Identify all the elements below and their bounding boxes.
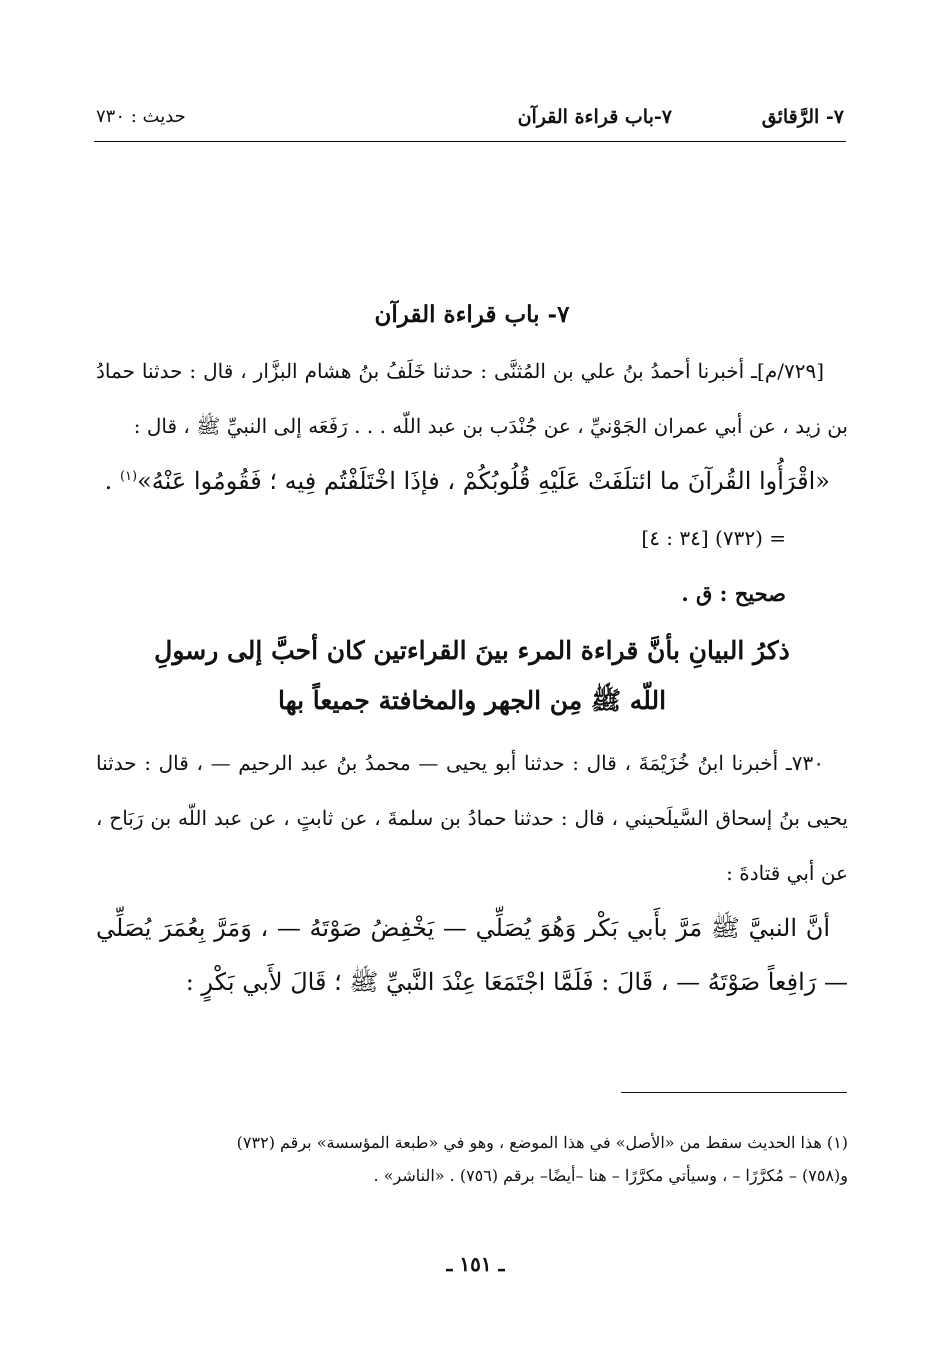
footnote-line-1: (١) هذا الحديث سقط من «الأصل» في هذا الموضع ، وهو في «طبعة المؤسسة» برقم (٧٣٢): [236, 1133, 848, 1152]
running-header: [96, 106, 844, 138]
header-book-title: ٧- الرَّقائق: [761, 106, 844, 128]
hadith-729-matn: [96, 454, 848, 508]
footnote-marker: (١): [119, 469, 138, 484]
hadith-730-matn: أنَّ النبيَّ ﷺ مَرَّ بأَبي بَكْر وَهُوَ يُصَلِّي — يَخْفِضُ صَوْتَهُ — ، وَمَرَّ بِعُمَرَ يُصَلِّي — رَافِعاً صَوْتَهُ — ، قَالَ : فَلَمَّا اجْتَمَعَا عِنْدَ النَّبيِّ ﷺ ؛ قَالَ لأَبي بَكْرٍ :: [96, 914, 848, 996]
header-hadith-ref: حديث : ٧٣٠: [96, 106, 186, 127]
hadith-730-isnad: ٧٣٠ـ أخبرنا ابنُ خُزَيْمَةَ ، قال : حدثنا أبو يحيى — محمدُ بنُ عبد الرحيم — ، قال : حدثنا يحيى بنُ إسحاق السَّيلَحيني ، قال : حدثنا حمادُ بن سلمةَ ، عن ثابتٍ ، عن عبد اللّه بن رَبَاح ، عن أبي قتادةَ :: [96, 751, 848, 885]
header-chapter-title: ٧-باب قراءة القرآن: [517, 106, 672, 128]
hadith-grade: صحيح : ق .: [681, 581, 786, 606]
hadith-729-end-mark: .: [104, 467, 113, 495]
header-rule: [94, 141, 846, 142]
page-body: [96, 290, 848, 1009]
chapter-title: ٧- باب قراءة القرآن: [374, 301, 570, 328]
footnote-line-2: و(٧٥٨) – مُكرَّرًا – ، وسيأتي مكرَّرًا – هنا –أيضًا– برقم (٧٥٦) . «الناشر» .: [373, 1166, 848, 1185]
hadith-729-matn-text: «اقْرَأُوا القُرآنَ ما ائتلَفَتْ عَلَيْهِ قُلُوبُكُمْ ، فإذَا اخْتَلَفْتُم فِيه ؛ فَقُومُوا عَنْهُ»: [137, 467, 830, 495]
cross-reference: = (٧٣٢) [٣٤ : ٤]: [641, 526, 786, 550]
hadith-729-isnad: [٧٢٩/م]ـ أخبرنا أحمدُ بنُ علي بن المُثنَّى : حدثنا خَلَفُ بنُ هشام البزَّار ، قال : حدثنا حمادُ بن زيد ، عن أبي عمران الجَوْنيِّ ، عن جُنْدَب بن عبد اللّه . . . رَفَعَه إلى النبيِّ ﷺ ، قال :: [96, 359, 848, 438]
page-number: ـ ١٥١ ـ: [446, 1252, 505, 1276]
section-heading: ذكرُ البيانِ بأنَّ قراءة المرء بينَ القراءتين كان أحبَّ إلى رسولِ اللّه ﷺ مِن الجهر والمخافتة جميعاً بها: [154, 636, 790, 715]
footnote-rule: [621, 1092, 847, 1093]
footnotes: [96, 1126, 848, 1192]
